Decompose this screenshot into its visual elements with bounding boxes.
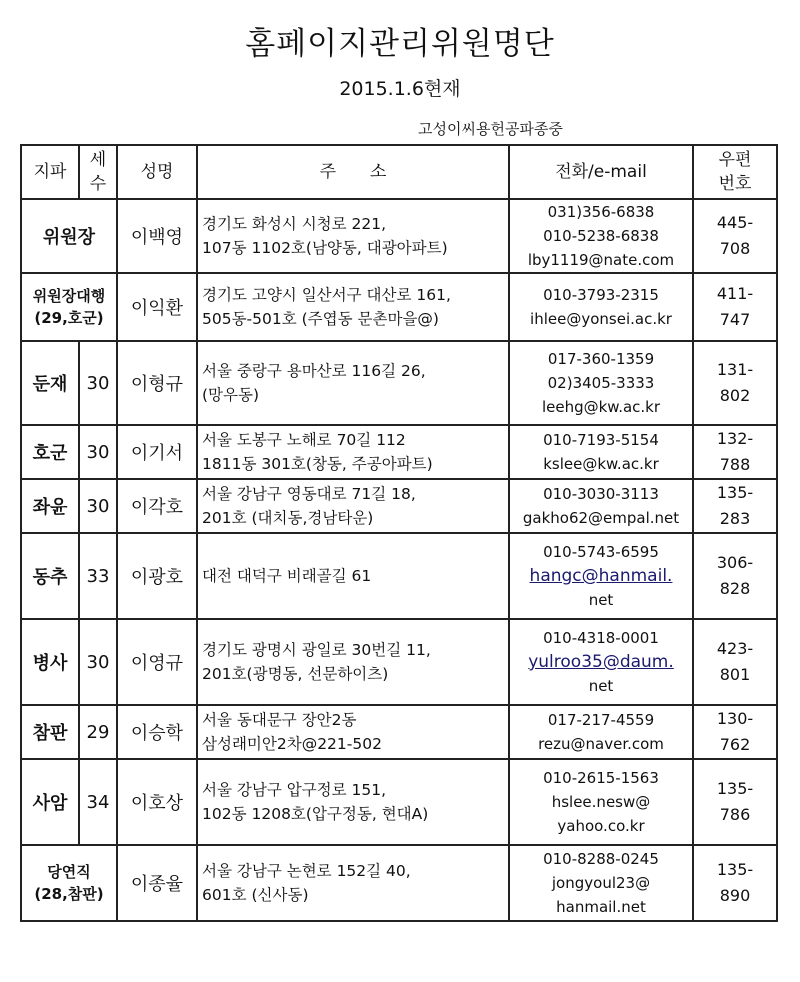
- contact-line: hanmail.net: [556, 898, 646, 916]
- address-line: 서울 동대문구 장안2동: [202, 711, 357, 729]
- address-line: 경기도 화성시 시청로 221,: [202, 215, 387, 233]
- zip-line: 708: [719, 239, 751, 258]
- table-row: [21, 199, 777, 273]
- address-line: 서울 중랑구 용마산로 116길 26,: [202, 362, 426, 380]
- table-row: [21, 619, 777, 705]
- cell-name: 이익환: [117, 273, 197, 341]
- address-line: 서울 강남구 압구정로 151,: [202, 781, 387, 799]
- contact-line: gakho62@empal.net: [522, 509, 680, 527]
- email-link[interactable]: hangc@hanmail.: [529, 566, 673, 586]
- contact-line: 010-2615-1563: [543, 769, 659, 787]
- zip-line: 306-: [716, 553, 754, 572]
- cell-branch: [21, 341, 79, 425]
- header-branch: 지파: [21, 145, 79, 199]
- cell-address: [197, 479, 509, 533]
- zip-line: 828: [719, 579, 751, 598]
- cell-name: 이영규: [117, 619, 197, 705]
- address-line: 1811동 301호(창동, 주공아파트): [202, 455, 433, 473]
- cell-address: [197, 705, 509, 759]
- branch-line: 좌윤: [32, 497, 68, 518]
- cell-name: 이기서: [117, 425, 197, 479]
- contact-line: ihlee@yonsei.ac.kr: [530, 310, 672, 328]
- cell-branch: [21, 273, 117, 341]
- cell-contact: [509, 199, 693, 273]
- contact-line: rezu@naver.com: [538, 735, 664, 753]
- cell-contact: [509, 533, 693, 619]
- cell-address: [197, 533, 509, 619]
- contact-line: 010-8288-0245: [543, 850, 659, 868]
- cell-contact: [509, 479, 693, 533]
- table-row: [21, 273, 777, 341]
- cell-name: 이종율: [117, 845, 197, 921]
- contact-line: 010-4318-0001: [543, 629, 659, 647]
- cell-address: [197, 425, 509, 479]
- branch-line: 둔재: [32, 374, 68, 395]
- contact-line: 010-3030-3113: [543, 485, 659, 503]
- cell-generation: 30: [79, 425, 117, 479]
- cell-branch: [21, 705, 79, 759]
- branch-line: 병사: [32, 653, 68, 674]
- contact-line: hslee.nesw@: [551, 793, 651, 811]
- contact-line: jongyoul23@: [551, 874, 651, 892]
- cell-zip: [693, 341, 777, 425]
- zip-line: 788: [719, 455, 751, 474]
- branch-line: (28,참판): [34, 885, 104, 903]
- cell-address: [197, 199, 509, 273]
- table-row: [21, 341, 777, 425]
- zip-line: 135-: [716, 860, 754, 879]
- cell-contact: [509, 705, 693, 759]
- address-line: 대전 대덕구 비래골길 61: [202, 567, 372, 585]
- cell-address: [197, 273, 509, 341]
- table-row: [21, 759, 777, 845]
- cell-contact: [509, 619, 693, 705]
- address-line: 107동 1102호(남양동, 대광아파트): [202, 239, 448, 257]
- cell-branch: [21, 845, 117, 921]
- branch-line: 동추: [32, 567, 68, 588]
- cell-address: [197, 341, 509, 425]
- header-generation: [79, 145, 117, 199]
- address-line: 102동 1208호(압구정동, 현대A): [202, 805, 429, 823]
- address-line: 경기도 고양시 일산서구 대산로 161,: [202, 286, 451, 304]
- cell-branch: [21, 199, 117, 273]
- zip-line: 747: [719, 310, 751, 329]
- page-title: 홈페이지관리위원명단: [245, 26, 555, 62]
- address-line: 601호 (신사동): [202, 886, 309, 904]
- zip-line: 283: [719, 509, 751, 528]
- zip-line: 445-: [716, 213, 754, 232]
- cell-zip: [693, 425, 777, 479]
- contact-line: 017-217-4559: [547, 711, 655, 729]
- cell-zip: [693, 705, 777, 759]
- header-zip-line2: 번호: [718, 174, 752, 194]
- zip-line: 786: [719, 805, 751, 824]
- branch-line: 위원장대행: [32, 287, 106, 305]
- cell-branch: [21, 425, 79, 479]
- zip-line: 411-: [716, 284, 754, 303]
- header-name: 성명: [117, 145, 197, 199]
- contact-line: lby1119@nate.com: [527, 251, 675, 269]
- address-line: 505동-501호 (주엽동 문촌마을@): [202, 310, 439, 328]
- address-line: 삼성래미안2차@221-502: [202, 735, 382, 753]
- cell-contact: [509, 273, 693, 341]
- contact-line: 031)356-6838: [547, 203, 655, 221]
- cell-name: 이승학: [117, 705, 197, 759]
- cell-zip: [693, 479, 777, 533]
- cell-zip: [693, 845, 777, 921]
- contact-line: 010-5238-6838: [543, 227, 659, 245]
- cell-contact: [509, 759, 693, 845]
- table-row: [21, 845, 777, 921]
- cell-generation: 30: [79, 479, 117, 533]
- contact-line: yahoo.co.kr: [557, 817, 645, 835]
- branch-line: (29,호군): [34, 309, 104, 327]
- email-link-tail: net: [588, 677, 614, 695]
- address-line: 서울 강남구 논현로 152길 40,: [202, 862, 411, 880]
- cell-contact: [509, 845, 693, 921]
- table-body: [21, 199, 777, 921]
- table-row: [21, 425, 777, 479]
- header-generation-line1: 세: [89, 150, 107, 170]
- cell-branch: [21, 759, 79, 845]
- zip-line: 423-: [716, 639, 754, 658]
- cell-generation: 33: [79, 533, 117, 619]
- zip-line: 131-: [716, 360, 754, 379]
- zip-line: 135-: [716, 779, 754, 798]
- cell-branch: [21, 619, 79, 705]
- contact-line: 010-7193-5154: [543, 431, 659, 449]
- header-zip-line1: 우편: [718, 150, 752, 170]
- zip-line: 762: [719, 735, 751, 754]
- contact-line: 010-5743-6595: [543, 543, 659, 561]
- cell-zip: [693, 273, 777, 341]
- cell-generation: 30: [79, 341, 117, 425]
- cell-zip: [693, 619, 777, 705]
- zip-line: 135-: [716, 483, 754, 502]
- address-line: 경기도 광명시 광일로 30번길 11,: [202, 641, 431, 659]
- table-row: [21, 705, 777, 759]
- branch-line: 호군: [32, 443, 68, 464]
- date-subtitle: 2015.1.6현재: [339, 78, 461, 100]
- zip-line: 802: [719, 386, 751, 405]
- cell-zip: [693, 759, 777, 845]
- address-line: 서울 도봉구 노해로 70길 112: [202, 431, 406, 449]
- email-link[interactable]: yulroo35@daum.: [528, 652, 674, 672]
- cell-contact: [509, 341, 693, 425]
- address-line: 서울 강남구 영동대로 71길 18,: [202, 485, 416, 503]
- cell-generation: 34: [79, 759, 117, 845]
- branch-line: 사암: [32, 793, 68, 814]
- cell-name: 이광호: [117, 533, 197, 619]
- zip-line: 132-: [716, 429, 754, 448]
- table-row: [21, 479, 777, 533]
- contact-line: 017-360-1359: [547, 350, 655, 368]
- cell-generation: 29: [79, 705, 117, 759]
- cell-address: [197, 619, 509, 705]
- header-generation-line2: 수: [89, 174, 107, 194]
- cell-contact: [509, 425, 693, 479]
- header-zip: [693, 145, 777, 199]
- zip-line: 130-: [716, 709, 754, 728]
- cell-name: 이호상: [117, 759, 197, 845]
- header-row: [21, 145, 777, 199]
- cell-address: [197, 845, 509, 921]
- address-line: (망우동): [202, 386, 260, 404]
- email-link-tail: net: [588, 591, 614, 609]
- zip-line: 801: [719, 665, 751, 684]
- branch-line: 위원장: [42, 227, 96, 248]
- contact-line: 02)3405-3333: [547, 374, 655, 392]
- branch-line: 참판: [32, 723, 68, 744]
- cell-name: 이백영: [117, 199, 197, 273]
- contact-line: leehg@kw.ac.kr: [541, 398, 661, 416]
- cell-generation: 30: [79, 619, 117, 705]
- zip-line: 890: [719, 886, 751, 905]
- cell-address: [197, 759, 509, 845]
- branch-line: 당연직: [47, 863, 91, 881]
- header-address: 주 소: [197, 145, 509, 199]
- organization-name: 고성이씨용헌공파종중: [418, 120, 563, 138]
- committee-table: [20, 144, 778, 922]
- header-contact: 전화/e-mail: [509, 145, 693, 199]
- cell-name: 이형규: [117, 341, 197, 425]
- contact-line: kslee@kw.ac.kr: [543, 455, 659, 473]
- contact-line: 010-3793-2315: [543, 286, 659, 304]
- address-line: 201호(광명동, 선문하이츠): [202, 665, 389, 683]
- table-row: [21, 533, 777, 619]
- cell-zip: [693, 199, 777, 273]
- cell-branch: [21, 533, 79, 619]
- cell-branch: [21, 479, 79, 533]
- address-line: 201호 (대치동,경남타운): [202, 509, 374, 527]
- cell-zip: [693, 533, 777, 619]
- cell-name: 이각호: [117, 479, 197, 533]
